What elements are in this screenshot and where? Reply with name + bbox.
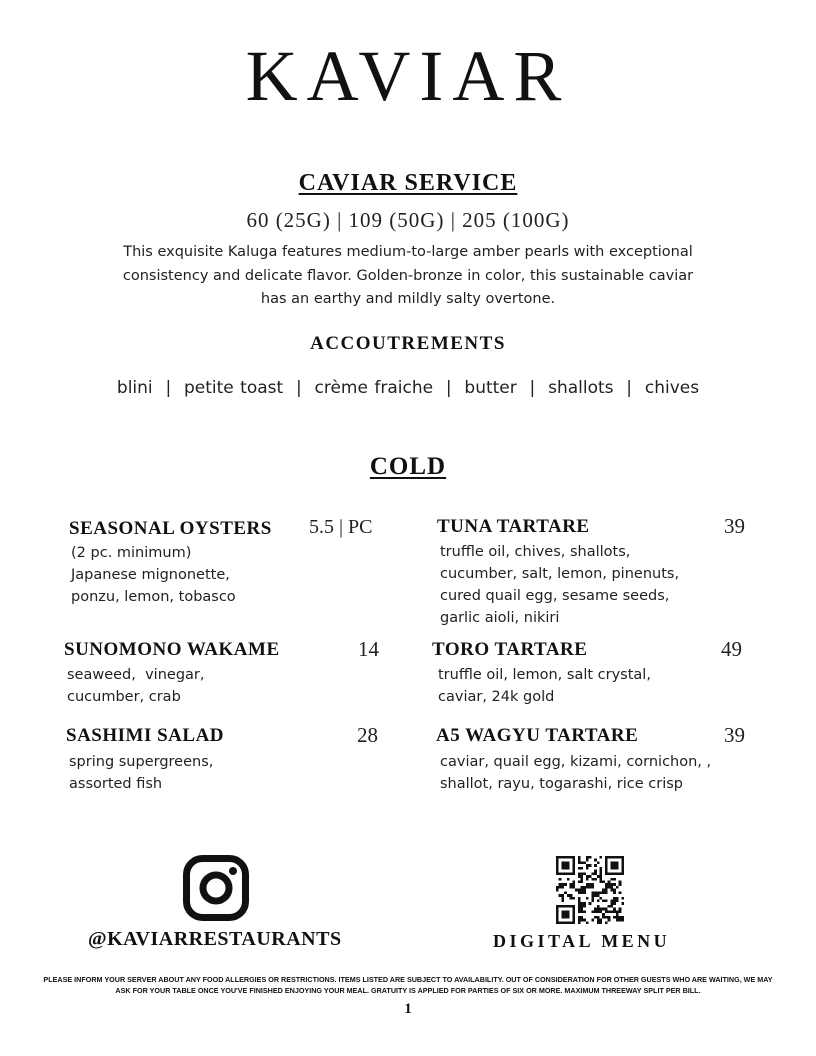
- menu-item-name: SASHIMI SALAD: [66, 725, 225, 746]
- caviar-service-title: CAVIAR SERVICE: [298, 170, 518, 196]
- page-number: 1: [404, 1001, 412, 1017]
- disclaimer: PLEASE INFORM YOUR SERVER ABOUT ANY FOOD ALLERGIES OR RESTRICTIONS. ITEMS LISTED ARE SUBJECT TO AVAILABILITY. OUT OF CONSIDERATION FOR OTHER GUESTS WHO ARE WAITING, WE MAY ASK FOR YOUR TABLE ONCE YOU'VE FINISHED ENJOYING YOUR MEAL. GRATUITY IS APPLIED FOR PARTIES OF SIX OR MORE. MAXIMUM THREEWAY SPLIT PER BILL.: [43, 975, 773, 995]
- accoutrements-title: ACCOUTREMENTS: [310, 333, 506, 354]
- cold-heading: [0, 453, 816, 481]
- caviar-service-heading: [0, 170, 816, 197]
- menu-item-price: 28: [357, 723, 378, 747]
- brand-title: KAVIAR: [245, 36, 571, 116]
- menu-item-name: TORO TARTARE: [432, 639, 588, 660]
- menu-item-name: TUNA TARTARE: [437, 516, 590, 537]
- caviar-prices: 60 (25G) | 109 (50G) | 205 (100G): [246, 208, 570, 232]
- menu-item-name: A5 WAGYU TARTARE: [436, 725, 639, 746]
- menu-item-description: (2 pc. minimum) Japanese mignonette, ponzu, lemon, tobasco: [71, 545, 236, 605]
- accoutrements-list: blini | petite toast | crème fraiche | butter | shallots | chives: [116, 378, 700, 398]
- digital-menu-label[interactable]: DIGITAL MENU: [493, 931, 671, 951]
- menu-item-price: 39: [724, 723, 745, 747]
- menu-item-description: truffle oil, chives, shallots, cucumber, salt, lemon, pinenuts, cured quail egg, sesame seeds, garlic aioli, nikiri: [440, 544, 680, 626]
- menu-item-description: seaweed, vinegar, cucumber, crab: [67, 667, 205, 705]
- menu-item-description: spring supergreens, assorted fish: [69, 754, 214, 792]
- menu-item-price: 14: [358, 637, 379, 661]
- menu-item-description: truffle oil, lemon, salt crystal, caviar, 24k gold: [438, 667, 651, 705]
- instagram-handle[interactable]: @KAVIARRESTAURANTS: [88, 928, 342, 950]
- menu-item-description: caviar, quail egg, kizami, cornichon, , shallot, rayu, togarashi, rice crisp: [440, 754, 712, 792]
- menu-item-name: SUNOMONO WAKAME: [64, 639, 280, 660]
- qr-code-icon[interactable]: [556, 856, 624, 924]
- menu-item-name: SEASONAL OYSTERS: [69, 518, 272, 539]
- menu-item-price: 5.5 | PC: [309, 516, 373, 538]
- instagram-icon[interactable]: [183, 855, 249, 921]
- menu-item-price: 49: [721, 637, 742, 661]
- cold-title: COLD: [369, 453, 447, 480]
- menu-item-price: 39: [724, 514, 745, 538]
- caviar-description: This exquisite Kaluga features medium-to-large amber pearls with exceptional consistency and delicate flavor. Golden-bronze in color, this sustainable caviar has an earthy and mildly salty overtone.: [122, 244, 694, 307]
